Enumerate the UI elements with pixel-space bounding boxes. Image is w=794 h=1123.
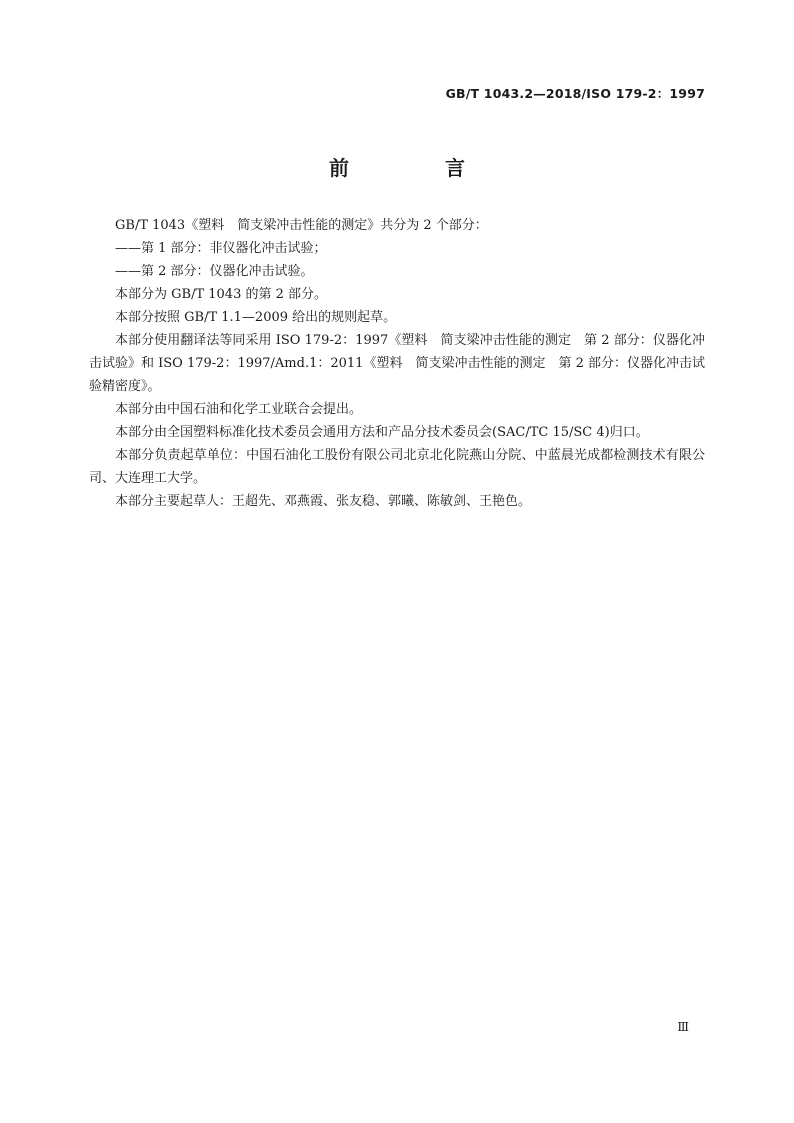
page-title: 前 言 xyxy=(329,156,503,180)
paragraph-part-1: ——第 1 部分：非仪器化冲击试验； xyxy=(115,241,327,256)
standard-number: GB/T 1043.2—2018/ISO 179-2：1997 xyxy=(445,86,705,101)
paragraph-proposer: 本部分由中国石油和化学工业联合会提出。 xyxy=(115,402,363,417)
paragraph-adoption: 本部分使用翻译法等同采用 ISO 179-2：1997《塑料 简支梁冲击性能的测定 第 2 部分：仪器化冲击试验》和 ISO 179-2：1997/Amd.1：2011《塑料 简支梁冲击性能的测定 第 2 部分：仪器化冲击试验精密度》。 xyxy=(89,333,705,394)
paragraph-drafting-units: 本部分负责起草单位：中国石油化工股份有限公司北京北化院燕山分院、中蓝晨光成都检测技术有限公司、大连理工大学。 xyxy=(89,448,705,486)
paragraph-drafters: 本部分主要起草人：王超先、邓燕霞、张友稳、郭曦、陈敏剑、王艳色。 xyxy=(115,494,532,509)
paragraph-parts-intro: GB/T 1043《塑料 简支梁冲击性能的测定》共分为 2 个部分： xyxy=(115,218,488,233)
foreword-body xyxy=(89,214,705,513)
paragraph-drafting-rules: 本部分按照 GB/T 1.1—2009 给出的规则起草。 xyxy=(115,310,397,325)
paragraph-part-2: ——第 2 部分：仪器化冲击试验。 xyxy=(115,264,314,279)
paragraph-this-part: 本部分为 GB/T 1043 的第 2 部分。 xyxy=(115,287,328,302)
paragraph-committee: 本部分由全国塑料标准化技术委员会通用方法和产品分技术委员会(SAC/TC 15/SC 4)归口。 xyxy=(115,425,649,440)
page-number: Ⅲ xyxy=(677,1020,689,1034)
